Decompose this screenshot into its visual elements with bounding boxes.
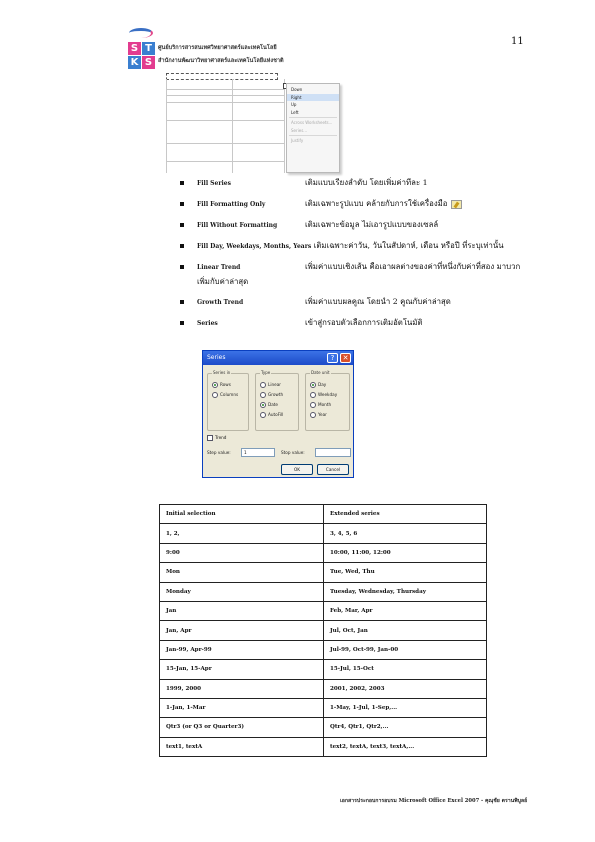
radio-icon bbox=[212, 392, 218, 398]
initial-selection-cell: Monday bbox=[160, 582, 324, 601]
radio-icon bbox=[310, 392, 316, 398]
date-unit-group bbox=[305, 370, 350, 431]
initial-selection-cell: Jan bbox=[160, 601, 324, 620]
radio-year[interactable]: Year bbox=[310, 412, 327, 418]
radio-icon bbox=[310, 412, 316, 418]
extended-series-cell: 2001, 2002, 2003 bbox=[324, 679, 487, 698]
radio-autofill[interactable]: AutoFill bbox=[260, 412, 283, 418]
initial-selection-cell: Jan, Apr bbox=[160, 621, 324, 640]
radio-icon bbox=[212, 382, 218, 388]
table-row bbox=[160, 737, 487, 756]
fill-context-menu bbox=[286, 83, 340, 173]
option-term: Fill Series bbox=[197, 180, 231, 187]
org-name-line2: สำนักงานพัฒนาวิทยาศาสตร์และเทคโนโลยีแห่งชาติ bbox=[158, 58, 284, 64]
radio-rows[interactable]: Rows bbox=[212, 382, 231, 388]
initial-selection-cell: 15-Jan, 15-Apr bbox=[160, 660, 324, 679]
radio-columns[interactable]: Columns bbox=[212, 392, 238, 398]
page-footer: เอกสารประกอบการอบรม Microsoft Office Excel 2007 - คุณุชัย ตรานพิบูลย์ bbox=[340, 798, 528, 804]
list-item bbox=[180, 218, 525, 233]
fill-menu-item[interactable]: Left bbox=[291, 109, 299, 115]
bullet-icon bbox=[180, 300, 184, 304]
logo-swirl-icon bbox=[129, 28, 153, 38]
table-row bbox=[160, 640, 487, 659]
step-value-input[interactable]: 1 bbox=[241, 448, 275, 457]
radio-date[interactable]: Date bbox=[260, 402, 278, 408]
initial-selection-cell: 1, 2, bbox=[160, 524, 324, 543]
series-in-group bbox=[207, 370, 249, 431]
list-item bbox=[180, 295, 525, 310]
org-name-line1: ศูนย์บริการสารสนเทศวิทยาศาสตร์และเทคโนโลยี bbox=[158, 45, 277, 51]
extended-series-cell: 1-May, 1-Jul, 1-Sep,... bbox=[324, 698, 487, 717]
column-header: Extended series bbox=[324, 505, 487, 524]
bullet-icon bbox=[180, 244, 184, 248]
initial-selection-cell: Qtr3 (or Q3 or Quarter3) bbox=[160, 718, 324, 737]
stks-logo bbox=[126, 28, 156, 70]
fill-menu-item[interactable]: Up bbox=[291, 102, 297, 107]
initial-selection-cell: Mon bbox=[160, 563, 324, 582]
table-row bbox=[160, 621, 487, 640]
radio-day[interactable]: Day bbox=[310, 382, 326, 388]
option-term: Growth Trend bbox=[197, 299, 244, 306]
option-term: Fill Formatting Only bbox=[197, 201, 266, 208]
table-header-row bbox=[160, 505, 487, 524]
type-group bbox=[255, 370, 299, 431]
radio-linear[interactable]: Linear bbox=[260, 382, 281, 388]
table-row bbox=[160, 718, 487, 737]
group-label: Type bbox=[261, 370, 271, 375]
extended-series-cell: Qtr4, Qtr1, Qtr2,... bbox=[324, 718, 487, 737]
option-term: Fill Day, Weekdays, Months, Years bbox=[197, 243, 312, 250]
extended-series-cell: 3, 4, 5, 6 bbox=[324, 524, 487, 543]
option-description: เติมเฉพาะข้อมูล ไม่เอารูปแบบของเซลล์ bbox=[305, 220, 439, 229]
option-description: เติมเฉพาะค่าวัน, วันในสัปดาห์, เดือน หรือปี ที่ระบุเท่านั้น bbox=[313, 241, 504, 250]
initial-selection-cell: Jan-99, Apr-99 bbox=[160, 640, 324, 659]
initial-selection-cell: 1999, 2000 bbox=[160, 679, 324, 698]
radio-month[interactable]: Month bbox=[310, 402, 331, 408]
radio-weekday[interactable]: Weekday bbox=[310, 392, 337, 398]
initial-selection-cell: text1, textA bbox=[160, 737, 324, 756]
list-item bbox=[180, 239, 525, 254]
extended-series-cell: Jul-99, Oct-99, Jan-00 bbox=[324, 640, 487, 659]
option-description: เพิ่มค่าแบบผลคูณ โดยนำ 2 คูณกับค่าล่าสุด bbox=[305, 297, 451, 306]
column-header: Initial selection bbox=[160, 505, 324, 524]
close-icon[interactable]: ✕ bbox=[340, 353, 351, 363]
table-row bbox=[160, 660, 487, 679]
radio-icon bbox=[260, 392, 266, 398]
ok-button[interactable]: OK bbox=[281, 464, 313, 475]
list-item bbox=[180, 260, 525, 289]
table-row bbox=[160, 582, 487, 601]
table-row bbox=[160, 524, 487, 543]
bullet-icon bbox=[180, 321, 184, 325]
extended-series-cell: Feb, Mar, Apr bbox=[324, 601, 487, 620]
logo-tile: T bbox=[142, 42, 155, 55]
list-item bbox=[180, 197, 525, 212]
radio-icon bbox=[260, 382, 266, 388]
fill-menu-item[interactable]: Justify bbox=[291, 138, 304, 143]
radio-growth[interactable]: Growth bbox=[260, 392, 283, 398]
option-term: Linear Trend bbox=[197, 264, 241, 271]
extended-series-cell: Tuesday, Wednesday, Thursday bbox=[324, 582, 487, 601]
fill-menu-item[interactable]: Series... bbox=[291, 127, 308, 133]
cancel-button[interactable]: Cancel bbox=[317, 464, 349, 475]
logo-tile: S bbox=[128, 42, 141, 55]
series-dialog bbox=[202, 350, 354, 478]
initial-selection-cell: 9:00 bbox=[160, 543, 324, 562]
fill-menu-item[interactable]: Across Worksheets... bbox=[291, 120, 333, 125]
option-description: เติมเฉพาะรูปแบบ คล้ายกับการใช้เครื่องมือ bbox=[305, 199, 448, 208]
excel-fill-screenshot bbox=[166, 73, 342, 173]
option-description: เติมแบบเรียงลำดับ โดยเพิ่มค่าทีละ 1 bbox=[305, 178, 428, 187]
logo-tile: S bbox=[142, 56, 155, 69]
step-value-label: Step value: bbox=[207, 450, 231, 455]
table-row bbox=[160, 679, 487, 698]
table-row bbox=[160, 698, 487, 717]
fill-menu-item[interactable]: Right bbox=[287, 94, 339, 102]
option-term: Fill Without Formatting bbox=[197, 222, 278, 229]
fill-options-list bbox=[180, 176, 525, 337]
bullet-icon bbox=[180, 181, 184, 185]
option-term: Series bbox=[197, 320, 218, 327]
logo-tile: K bbox=[128, 56, 141, 69]
bullet-icon bbox=[180, 223, 184, 227]
extended-series-cell: Jul, Oct, Jan bbox=[324, 621, 487, 640]
table-row bbox=[160, 601, 487, 620]
trend-checkbox[interactable]: Trend bbox=[207, 435, 226, 441]
fill-menu-item[interactable]: Down bbox=[291, 87, 303, 92]
format-painter-icon bbox=[451, 200, 462, 209]
option-description: เพิ่มค่าแบบเชิงเส้น คือเอาผลต่างของค่าที่หนึ่งกับค่าที่สอง มาบวกเพิ่มกับค่าล่าสุด bbox=[197, 262, 521, 286]
bullet-icon bbox=[180, 265, 184, 269]
radio-icon bbox=[260, 402, 266, 408]
group-label: Date unit bbox=[311, 370, 330, 375]
dialog-titlebar bbox=[203, 351, 353, 365]
table-row bbox=[160, 543, 487, 562]
radio-icon bbox=[260, 412, 266, 418]
stop-value-input[interactable] bbox=[315, 448, 351, 457]
group-label: Series in bbox=[213, 370, 231, 375]
extended-series-cell: 15-Jul, 15-Oct bbox=[324, 660, 487, 679]
help-icon[interactable]: ? bbox=[327, 353, 338, 363]
series-examples-table bbox=[159, 504, 487, 757]
stop-value-label: Stop value: bbox=[281, 450, 305, 455]
extended-series-cell: 10:00, 11:00, 12:00 bbox=[324, 543, 487, 562]
dialog-title: Series bbox=[207, 354, 226, 361]
table-row bbox=[160, 563, 487, 582]
option-description: เข้าสู่กรอบตัวเลือกการเติมอัตโนมัติ bbox=[305, 318, 423, 327]
page-number: 11 bbox=[511, 36, 524, 47]
bullet-icon bbox=[180, 202, 184, 206]
list-item bbox=[180, 316, 525, 331]
extended-series-cell: text2, textA, text3, textA,... bbox=[324, 737, 487, 756]
checkbox-icon bbox=[207, 435, 213, 441]
radio-icon bbox=[310, 402, 316, 408]
extended-series-cell: Tue, Wed, Thu bbox=[324, 563, 487, 582]
selection-marquee bbox=[166, 73, 278, 80]
list-item bbox=[180, 176, 525, 191]
initial-selection-cell: 1-Jan, 1-Mar bbox=[160, 698, 324, 717]
radio-icon bbox=[310, 382, 316, 388]
